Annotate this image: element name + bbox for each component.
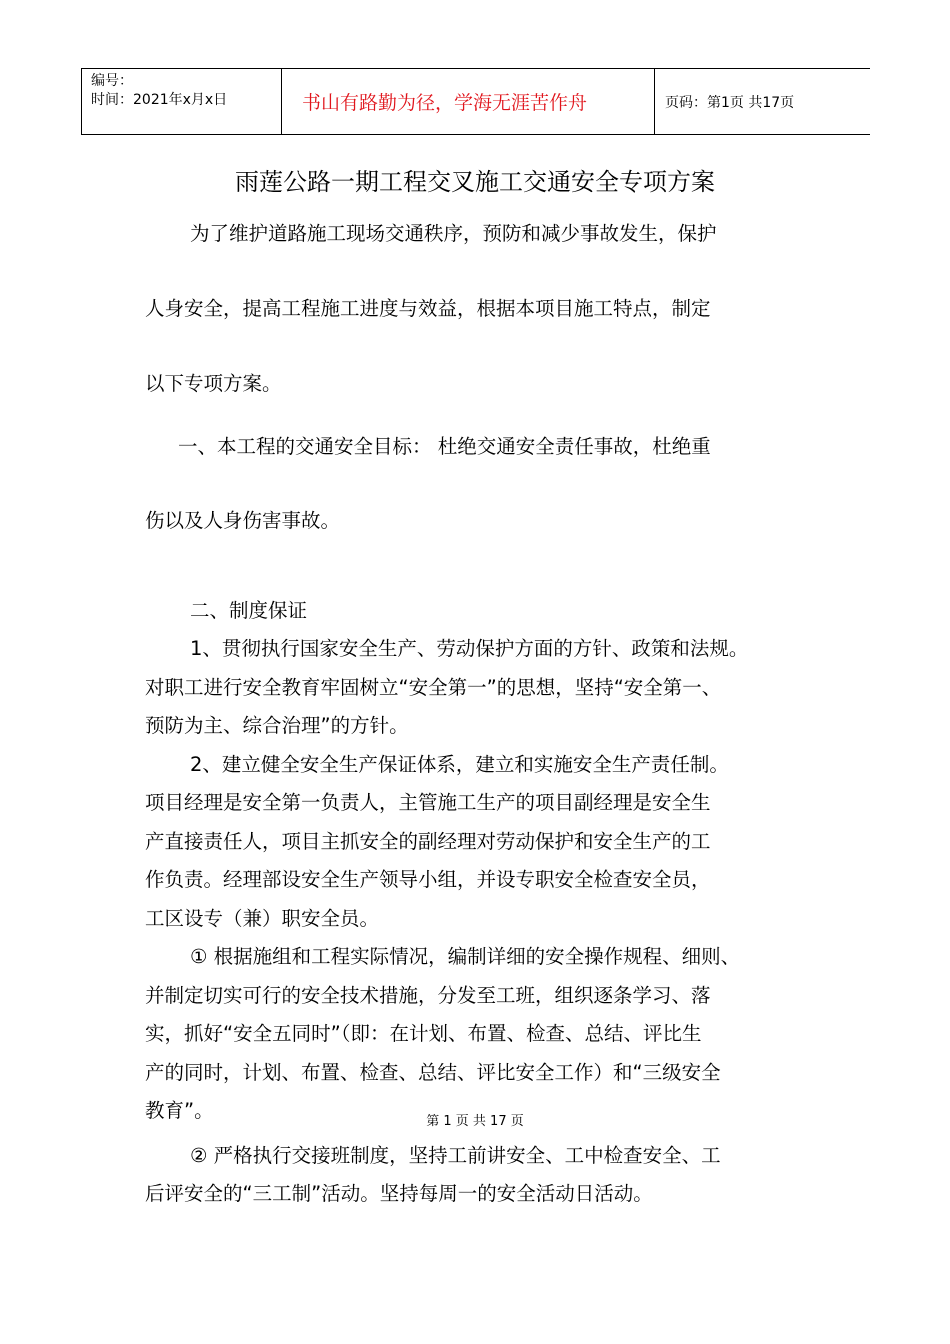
time-label: 时间：2021年x月x日 [91,92,228,108]
header-motto-cell [282,69,655,134]
body-line: 伤以及人身伤害事故。 [145,509,341,532]
body-line: 以下专项方案。 [145,372,282,395]
body-line: 为了维护道路施工现场交通秩序，预防和减少事故发生，保护 [190,222,717,245]
body-line: 对职工进行安全教育牢固树立“安全第一”的思想，坚持“安全第一、 [145,676,722,699]
header-page-cell [655,69,870,134]
body-line: 项目经理是安全第一负责人，主管施工生产的项目副经理是安全生 [145,791,711,814]
body-line: 一、本工程的交通安全目标： 杜绝交通安全责任事故，杜绝重 [178,435,711,458]
header-table [81,68,870,135]
section-heading: 二、制度保证 [190,599,308,622]
number-label: 编号： [91,73,133,89]
body-line: 产直接责任人，项目主抓安全的副经理对劳动保护和安全生产的工 [145,830,711,853]
body-line: ② 严格执行交接班制度，坚持工前讲安全、工中检查安全、工 [190,1144,721,1167]
body-line: 工区设专（兼）职安全员。 [145,907,380,930]
body-line: 后评安全的“三工制”活动。坚持每周一的安全活动日活动。 [145,1182,653,1205]
body-line: 1、贯彻执行国家安全生产、劳动保护方面的方针、政策和法规。 [190,637,749,660]
page-footer: 第 1 页 共 17 页 [426,1114,524,1129]
page-info: 页码：第1页 共17页 [665,95,795,111]
body-line: 2、建立健全安全生产保证体系，建立和实施安全生产责任制。 [190,753,729,776]
body-line: 教育”。 [145,1099,214,1122]
body-line: 并制定切实可行的安全技术措施，分发至工班，组织逐条学习、落 [145,984,711,1007]
body-line: ① 根据施组和工程实际情况，编制详细的安全操作规程、细则、 [190,945,741,968]
body-line: 实，抓好“安全五同时”（即：在计划、布置、检查、总结、评比生 [145,1022,702,1045]
body-line: 作负责。经理部设安全生产领导小组，并设专职安全检查安全员， [145,868,711,891]
motto-text: 书山有路勤为径，学海无涯苦作舟 [302,92,588,114]
body-line: 产的同时，计划、布置、检查、总结、评比安全工作）和“三级安全 [145,1061,721,1084]
body-line: 预防为主、综合治理”的方针。 [145,714,409,737]
body-line: 人身安全，提高工程施工进度与效益，根据本项目施工特点，制定 [145,297,711,320]
document-title: 雨莲公路一期工程交叉施工交通安全专项方案 [235,168,715,196]
header-info-cell [82,69,282,134]
